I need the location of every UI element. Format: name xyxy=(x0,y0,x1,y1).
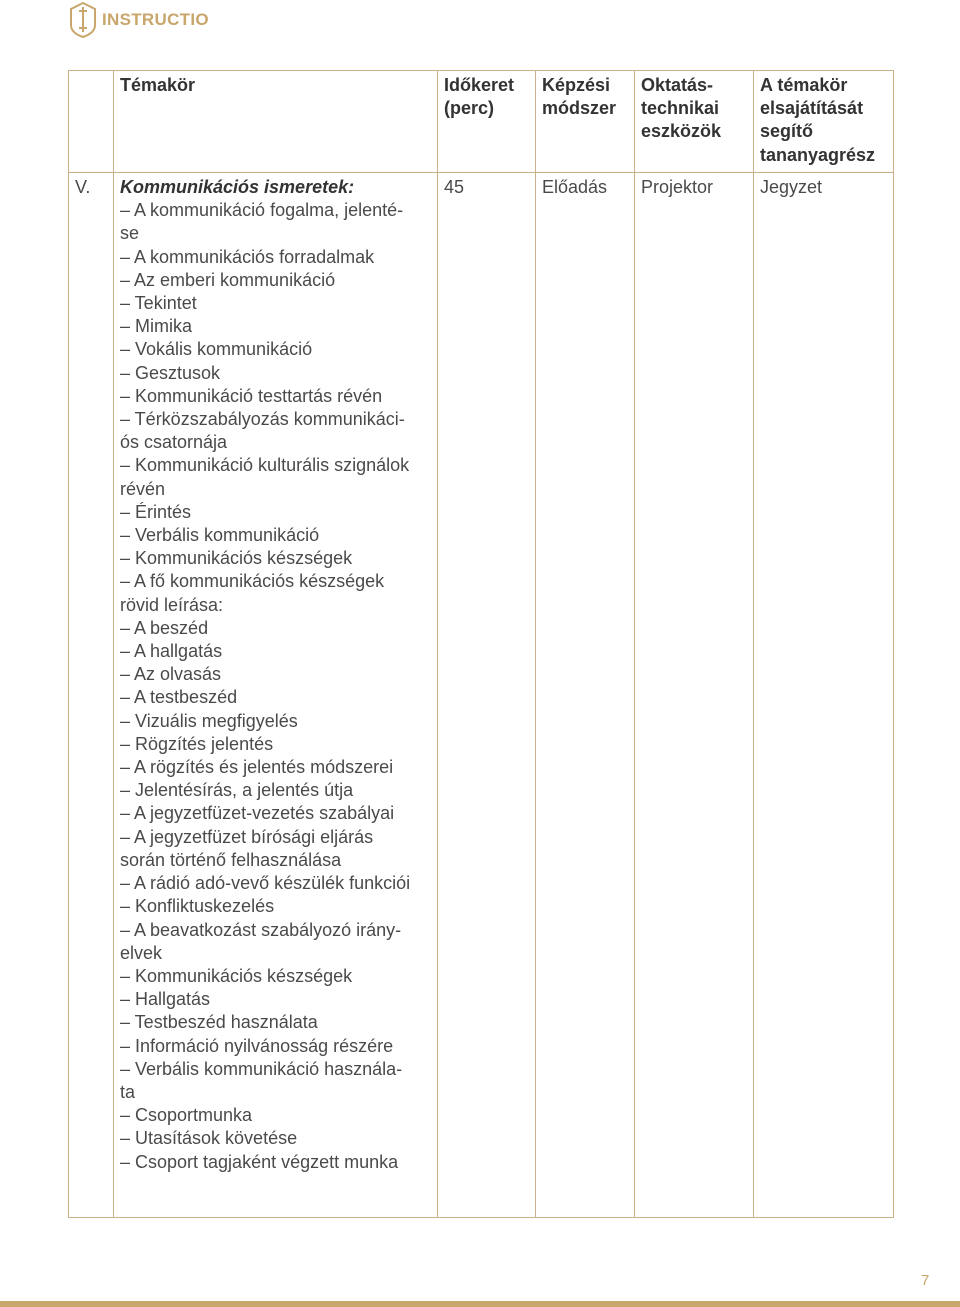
list-item: – A fő kommunikációs készségek xyxy=(120,571,385,592)
list-item: ós csatornája xyxy=(120,432,228,453)
list-item: – Verbális kommunikáció xyxy=(120,525,320,546)
header-material: A témakör elsajátítását segítő tananyagrész xyxy=(754,71,894,173)
method-cell: Előadás xyxy=(536,173,635,1218)
list-item: – A beavatkozást szabályozó irány- xyxy=(120,919,402,940)
list-item: – A rádió adó-vevő készülék funkciói xyxy=(120,873,411,894)
list-item: – A rögzítés és jelentés módszerei xyxy=(120,757,394,778)
list-item: – Jelentésírás, a jelentés útja xyxy=(120,780,354,801)
list-item: – Gesztusok xyxy=(120,362,221,383)
table-row xyxy=(69,173,894,1218)
list-item: – Csoport tagjaként végzett munka xyxy=(120,1151,399,1172)
topic-list xyxy=(120,199,437,1174)
tools-cell: Projektor xyxy=(635,173,754,1218)
footer-bar xyxy=(0,1301,960,1307)
list-item: során történő felhasználása xyxy=(120,849,342,870)
list-item: révén xyxy=(120,478,166,499)
list-item: ta xyxy=(120,1081,136,1102)
syllabus-table xyxy=(68,70,894,1218)
brand-logo xyxy=(68,0,209,40)
list-item: – Kommunikációs készségek xyxy=(120,548,353,569)
list-item: – Az emberi kommunikáció xyxy=(120,269,336,290)
topic-cell xyxy=(114,173,438,1218)
list-item: – A kommunikáció fogalma, jelenté- xyxy=(120,200,404,221)
shield-logo-icon xyxy=(68,1,98,39)
list-item: – A jegyzetfüzet bírósági eljárás xyxy=(120,826,374,847)
list-item: – Csoportmunka xyxy=(120,1105,253,1126)
table-header-row xyxy=(69,71,894,173)
list-item: – Mimika xyxy=(120,316,193,337)
list-item: – Utasítások követése xyxy=(120,1128,298,1149)
list-item: – A kommunikációs forradalmak xyxy=(120,246,375,267)
list-item: – Információ nyilvánosság részére xyxy=(120,1035,394,1056)
list-item: elvek xyxy=(120,942,163,963)
list-item: – A beszéd xyxy=(120,617,209,638)
list-item: – A testbeszéd xyxy=(120,687,238,708)
material-cell: Jegyzet xyxy=(754,173,894,1218)
list-item: – Kommunikációs készségek xyxy=(120,965,353,986)
time-cell: 45 xyxy=(438,173,536,1218)
list-item: – Testbeszéd használata xyxy=(120,1012,318,1033)
topic-title: Kommunikációs ismeretek: xyxy=(120,177,355,197)
list-item: – Vokális kommunikáció xyxy=(120,339,313,360)
row-number: V. xyxy=(69,173,114,1218)
header-tools: Oktatás- technikai eszközök xyxy=(635,71,754,173)
list-item: – Hallgatás xyxy=(120,989,211,1010)
list-item: – Az olvasás xyxy=(120,664,222,685)
list-item: – A jegyzetfüzet-vezetés szabályai xyxy=(120,803,395,824)
list-item: – Tekintet xyxy=(120,293,197,314)
page-number: 7 xyxy=(921,1272,930,1289)
list-item: – Konfliktuskezelés xyxy=(120,896,275,917)
list-item: se xyxy=(120,223,140,244)
list-item: – Kommunikáció kulturális szignálok xyxy=(120,455,410,476)
list-item: rövid leírása: xyxy=(120,594,224,615)
list-item: – Vizuális megfigyelés xyxy=(120,710,298,731)
list-item: – Kommunikáció testtartás révén xyxy=(120,385,383,406)
list-item: – A hallgatás xyxy=(120,641,223,662)
header-method: Képzési módszer xyxy=(536,71,635,173)
header-topic: Témakör xyxy=(114,71,438,173)
list-item: – Rögzítés jelentés xyxy=(120,733,274,754)
header-time: Időkeret (perc) xyxy=(438,71,536,173)
header-number xyxy=(69,71,114,173)
list-item: – Térközszabályozás kommunikáci- xyxy=(120,409,405,430)
list-item: – Verbális kommunikáció használa- xyxy=(120,1058,403,1079)
brand-name: INSTRUCTIO xyxy=(102,10,209,29)
list-item: – Érintés xyxy=(120,501,192,522)
